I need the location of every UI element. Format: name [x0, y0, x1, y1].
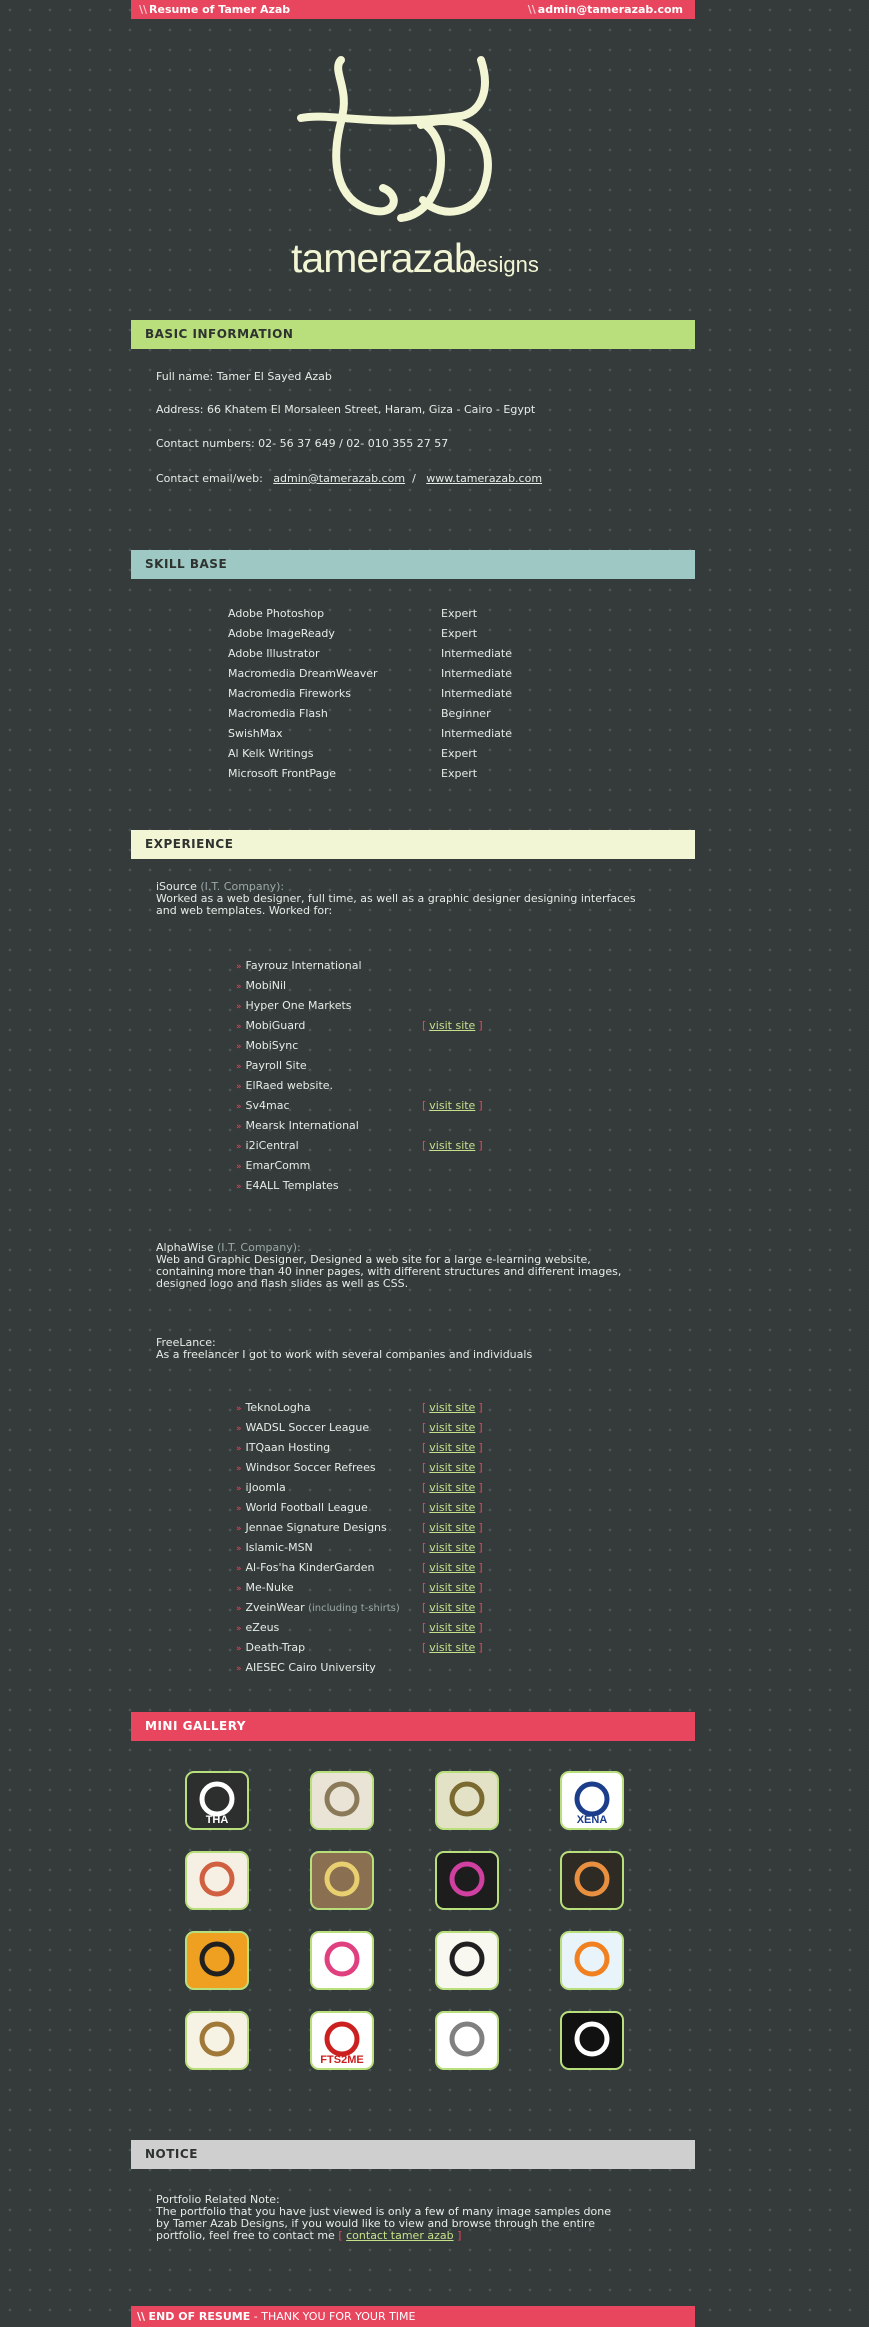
footer-end-label: END OF RESUME	[148, 2310, 251, 2323]
top-bar-slash-right: \\	[527, 3, 536, 16]
skill-name: Adobe Illustrator	[228, 647, 320, 660]
thumbnail-shape	[577, 1784, 607, 1814]
visit-site-link[interactable]: visit site	[429, 1481, 476, 1494]
client-name: Al-Fos'ha KinderGarden	[245, 1561, 375, 1574]
visit-site-link[interactable]: visit site	[429, 1139, 476, 1152]
skill-level: Expert	[441, 767, 478, 780]
client-name: eZeus	[245, 1621, 280, 1634]
gallery-thumbnail[interactable]	[435, 1851, 499, 1910]
gallery-thumbnail[interactable]	[435, 1931, 499, 1990]
isource-type: (I.T. Company):	[200, 880, 285, 893]
client-name: Islamic-MSN	[245, 1541, 313, 1554]
website-link[interactable]: www.tamerazab.com	[426, 472, 543, 485]
bullet-arrow-icon: »	[236, 1042, 242, 1052]
logo-mark-icon	[291, 50, 539, 282]
skill-name: Microsoft FrontPage	[228, 767, 337, 780]
bullet-arrow-icon: »	[236, 1624, 242, 1634]
list-item	[236, 1518, 483, 1538]
list-item	[236, 1578, 483, 1598]
resume-title: Resume of Tamer Azab	[149, 3, 291, 16]
client-name: Death-Trap	[245, 1641, 306, 1654]
thumbnail-label: FTS2ME	[320, 2054, 364, 2066]
bullet-arrow-icon: »	[236, 1544, 242, 1554]
thumbnail-art-icon	[437, 1853, 497, 1908]
thumbnail-shape	[327, 2024, 357, 2054]
list-item	[236, 1076, 362, 1096]
client-name: Payroll Site	[245, 1059, 307, 1072]
footer-dash: -	[253, 2310, 258, 2323]
skill-level: Intermediate	[441, 727, 512, 740]
skill-row	[228, 684, 512, 704]
list-item	[236, 1498, 483, 1518]
visit-site-group: [ visit site ]	[422, 1521, 483, 1534]
top-bar	[131, 0, 695, 19]
skill-row	[228, 644, 512, 664]
visit-site-group: [ visit site ]	[422, 1099, 483, 1112]
alphawise-type: (I.T. Company):	[216, 1241, 301, 1254]
list-item	[236, 1176, 362, 1196]
footer-bar	[131, 2306, 695, 2327]
thumbnail-shape	[452, 2024, 482, 2054]
visit-site-group: [ visit site ]	[422, 1019, 483, 1032]
skill-level: Intermediate	[441, 667, 512, 680]
thumbnail-art-icon	[312, 1773, 372, 1828]
visit-site-link[interactable]: visit site	[429, 1521, 476, 1534]
visit-site-group: [ visit site ]	[422, 1401, 483, 1414]
gallery-thumbnail[interactable]	[185, 1931, 249, 1990]
list-item	[236, 1478, 483, 1498]
list-item	[236, 1618, 483, 1638]
visit-site-group: [ visit site ]	[422, 1541, 483, 1554]
skill-name: Macromedia Flash	[228, 707, 328, 720]
list-item	[236, 1558, 483, 1578]
visit-site-group: [ visit site ]	[422, 1481, 483, 1494]
notice-text: The portfolio that you have just viewed is only a few of many image samples done by Tamer Azab Designs, if you would like to view and browse through the entire portfolio, feel free to contact me	[156, 2205, 612, 2242]
thumbnail-art-icon	[187, 1773, 247, 1828]
isource-description: Worked as a web designer, full time, as well as a graphic designer designing interfaces and web templates. Worked for:	[156, 892, 636, 917]
visit-site-group: [ visit site ]	[422, 1561, 483, 1574]
footer-slash: \\	[137, 2310, 146, 2323]
bullet-arrow-icon: »	[236, 962, 242, 972]
thumbnail-shape	[577, 1864, 607, 1894]
client-name: TeknoLogha	[245, 1401, 311, 1414]
skill-name: Al Kelk Writings	[228, 747, 314, 760]
gallery-thumbnail[interactable]	[560, 1851, 624, 1910]
list-item	[236, 1458, 483, 1478]
contact-email-link[interactable]: admin@tamerazab.com	[273, 472, 406, 485]
skill-level: Beginner	[441, 707, 491, 720]
visit-site-group: [ visit site ]	[422, 1641, 483, 1654]
list-item	[236, 1156, 362, 1176]
visit-site-link[interactable]: visit site	[429, 1621, 476, 1634]
client-name: MobiNil	[245, 979, 287, 992]
visit-site-group: [ visit site ]	[422, 1139, 483, 1152]
visit-site-link[interactable]: visit site	[429, 1601, 476, 1614]
bracket-close: ]	[457, 2229, 462, 2242]
thumbnail-shape	[202, 2024, 232, 2054]
skill-name: Macromedia Fireworks	[228, 687, 352, 700]
tamerazab-logo	[291, 50, 539, 282]
thumbnail-art-icon	[187, 2013, 247, 2068]
gallery-thumbnail[interactable]	[185, 1851, 249, 1910]
top-bar-slash-left: \\	[139, 3, 148, 16]
notice-title: Portfolio Related Note:	[156, 2193, 280, 2206]
thumbnail-art-icon	[437, 2013, 497, 2068]
list-item	[236, 1538, 483, 1558]
gallery-thumbnail[interactable]	[435, 2011, 499, 2070]
contact-email-web	[156, 472, 542, 485]
list-item	[236, 1116, 362, 1136]
bullet-arrow-icon: »	[236, 1142, 242, 1152]
list-item	[236, 1418, 483, 1438]
client-name: AIESEC Cairo University	[245, 1661, 376, 1674]
thumbnail-shape	[577, 2024, 607, 2054]
skill-level: Expert	[441, 627, 478, 640]
bullet-arrow-icon: »	[236, 1162, 242, 1172]
visit-site-link[interactable]: visit site	[429, 1641, 476, 1654]
list-item	[236, 1016, 483, 1036]
visit-site-link[interactable]: visit site	[429, 1581, 476, 1594]
client-name: Sv4mac	[245, 1099, 290, 1112]
list-item	[236, 1056, 362, 1076]
bullet-arrow-icon: »	[236, 982, 242, 992]
skill-name: Macromedia DreamWeaver	[228, 667, 378, 680]
client-name: Mearsk International	[245, 1119, 359, 1132]
client-name: ZveinWear	[245, 1601, 305, 1614]
list-item	[236, 956, 362, 976]
skill-row	[228, 744, 512, 764]
full-name: Full name: Tamer El Sayed Azab	[156, 370, 332, 383]
alphawise-block	[156, 1242, 636, 1290]
bullet-arrow-icon: »	[236, 1504, 242, 1514]
bullet-arrow-icon: »	[236, 1122, 242, 1132]
client-name: iJoomla	[245, 1481, 286, 1494]
contact-link[interactable]: contact tamer azab	[346, 2229, 454, 2242]
section-mini-gallery: MINI GALLERY	[131, 1712, 695, 1741]
bullet-arrow-icon: »	[236, 1102, 242, 1112]
skill-row	[228, 624, 512, 644]
thumbnail-art-icon	[437, 1773, 497, 1828]
skill-level: Intermediate	[441, 687, 512, 700]
section-experience: EXPERIENCE	[131, 830, 695, 859]
gallery-thumbnail[interactable]	[560, 2011, 624, 2070]
freelance-client-list	[236, 1398, 483, 1678]
gallery-thumbnail[interactable]	[185, 2011, 249, 2070]
thumbnail-art-icon	[562, 1853, 622, 1908]
bullet-arrow-icon: »	[236, 1082, 242, 1092]
list-item	[236, 1398, 483, 1418]
contact-separator: /	[412, 472, 416, 485]
freelance-block	[156, 1337, 636, 1361]
visit-site-link[interactable]: visit site	[429, 1441, 476, 1454]
logo-suffix-text: designs	[463, 252, 539, 277]
notice-block	[156, 2194, 616, 2242]
gallery-thumbnail[interactable]	[560, 1931, 624, 1990]
visit-site-link[interactable]: visit site	[429, 1501, 476, 1514]
visit-site-link[interactable]: visit site	[429, 1099, 476, 1112]
skill-row	[228, 664, 512, 684]
bracket-open: [	[338, 2229, 343, 2242]
skill-name: Adobe Photoshop	[228, 607, 325, 620]
client-name: ElRaed website.	[245, 1079, 334, 1092]
thumbnail-shape	[202, 1784, 232, 1814]
section-basic-information: BASIC INFORMATION	[131, 320, 695, 349]
section-notice: NOTICE	[131, 2140, 695, 2169]
skill-level: Expert	[441, 747, 478, 760]
thumbnail-shape	[202, 1944, 232, 1974]
thumbnail-art-icon	[562, 2013, 622, 2068]
alphawise-company: AlphaWise	[156, 1241, 214, 1254]
bullet-arrow-icon: »	[236, 1564, 242, 1574]
top-bar-email-group[interactable]	[528, 0, 683, 19]
bullet-arrow-icon: »	[236, 1444, 242, 1454]
gallery-thumbnail[interactable]	[560, 1771, 624, 1830]
gallery-thumbnail[interactable]	[310, 1931, 374, 1990]
address: Address: 66 Khatem El Morsaleen Street, Haram, Giza - Cairo - Egypt	[156, 403, 536, 416]
visit-site-group: [ visit site ]	[422, 1621, 483, 1634]
client-name: ITQaan Hosting	[245, 1441, 331, 1454]
list-item	[236, 1096, 483, 1116]
thumbnail-shape	[327, 1784, 357, 1814]
top-bar-title-group	[139, 0, 290, 19]
skill-row	[228, 724, 512, 744]
visit-site-group: [ visit site ]	[422, 1581, 483, 1594]
skill-name: Adobe ImageReady	[228, 627, 335, 640]
client-name: MobiGuard	[245, 1019, 306, 1032]
top-bar-email[interactable]: admin@tamerazab.com	[537, 3, 683, 16]
client-name: EmarComm	[245, 1159, 311, 1172]
bullet-arrow-icon: »	[236, 1182, 242, 1192]
visit-site-link[interactable]: visit site	[429, 1541, 476, 1554]
visit-site-link[interactable]: visit site	[429, 1461, 476, 1474]
thumbnail-shape	[327, 1944, 357, 1974]
list-item	[236, 1598, 483, 1618]
section-skill-base: SKILL BASE	[131, 550, 695, 579]
gallery-thumbnail[interactable]	[310, 2011, 374, 2070]
bullet-arrow-icon: »	[236, 1424, 242, 1434]
gallery-thumbnail[interactable]	[435, 1771, 499, 1830]
thumbnail-shape	[327, 1864, 357, 1894]
thumbnail-label: XENA	[576, 1814, 608, 1826]
client-name: i2iCentral	[245, 1139, 299, 1152]
client-name: Hyper One Markets	[245, 999, 352, 1012]
list-item	[236, 1658, 400, 1678]
thumbnail-art-icon	[437, 1933, 497, 1988]
list-item	[236, 996, 362, 1016]
thumbnail-shape	[577, 1944, 607, 1974]
thumbnail-art-icon	[187, 1933, 247, 1988]
skill-name: SwishMax	[228, 727, 283, 740]
client-name: Me-Nuke	[245, 1581, 294, 1594]
visit-site-group: [ visit site ]	[422, 1461, 483, 1474]
bullet-arrow-icon: »	[236, 1604, 242, 1614]
visit-site-group: [ visit site ]	[422, 1421, 483, 1434]
gallery-thumbnail[interactable]	[310, 1771, 374, 1830]
client-note: (including t-shirts)	[308, 1603, 400, 1614]
footer-thanks: THANK YOU FOR YOUR TIME	[261, 2310, 416, 2323]
bullet-arrow-icon: »	[236, 1464, 242, 1474]
bullet-arrow-icon: »	[236, 1664, 242, 1674]
list-item	[236, 1136, 483, 1156]
visit-site-link[interactable]: visit site	[429, 1561, 476, 1574]
bullet-arrow-icon: »	[236, 1644, 242, 1654]
client-name: World Football League	[245, 1501, 368, 1514]
client-name: Jennae Signature Designs	[245, 1521, 387, 1534]
freelance-description: As a freelancer I got to work with several companies and individuals	[156, 1348, 533, 1361]
client-name: Fayrouz International	[245, 959, 362, 972]
client-name: WADSL Soccer League	[245, 1421, 370, 1434]
logo-brand-text: tamerazab	[291, 235, 476, 281]
isource-block	[156, 881, 636, 917]
visit-site-link[interactable]: visit site	[429, 1019, 476, 1032]
bullet-arrow-icon: »	[236, 1524, 242, 1534]
list-item	[236, 1438, 483, 1458]
client-name: MobiSync	[245, 1039, 299, 1052]
client-name: Windsor Soccer Refrees	[245, 1461, 376, 1474]
visit-site-link[interactable]: visit site	[429, 1401, 476, 1414]
visit-site-group: [ visit site ]	[422, 1601, 483, 1614]
thumbnail-label: THA	[205, 1814, 229, 1826]
bullet-arrow-icon: »	[236, 1484, 242, 1494]
gallery-thumbnail[interactable]	[185, 1771, 249, 1830]
thumbnail-shape	[452, 1784, 482, 1814]
client-name: E4ALL Templates	[245, 1179, 339, 1192]
thumbnail-shape	[452, 1944, 482, 1974]
visit-site-group: [ visit site ]	[422, 1501, 483, 1514]
thumbnail-art-icon	[187, 1853, 247, 1908]
visit-site-link[interactable]: visit site	[429, 1421, 476, 1434]
skill-level: Expert	[441, 607, 478, 620]
bullet-arrow-icon: »	[236, 1022, 242, 1032]
thumbnail-art-icon	[562, 1773, 622, 1828]
gallery-thumbnail[interactable]	[310, 1851, 374, 1910]
visit-site-group: [ visit site ]	[422, 1441, 483, 1454]
list-item	[236, 976, 362, 996]
list-item	[236, 1638, 483, 1658]
list-item	[236, 1036, 362, 1056]
bullet-arrow-icon: »	[236, 1062, 242, 1072]
skill-list	[228, 604, 512, 784]
thumbnail-art-icon	[312, 1933, 372, 1988]
thumbnail-art-icon	[562, 1933, 622, 1988]
isource-client-list	[236, 956, 483, 1196]
thumbnail-art-icon	[312, 2013, 372, 2068]
bullet-arrow-icon: »	[236, 1584, 242, 1594]
thumbnail-shape	[202, 1864, 232, 1894]
skill-row	[228, 764, 512, 784]
bullet-arrow-icon: »	[236, 1002, 242, 1012]
bullet-arrow-icon: »	[236, 1404, 242, 1414]
skill-row	[228, 704, 512, 724]
contact-email-label: Contact email/web:	[156, 472, 263, 485]
skill-row	[228, 604, 512, 624]
thumbnail-art-icon	[312, 1853, 372, 1908]
contact-numbers: Contact numbers: 02- 56 37 649 / 02- 010 355 27 57	[156, 437, 449, 450]
skill-level: Intermediate	[441, 647, 512, 660]
isource-company: iSource	[156, 880, 197, 893]
alphawise-description: Web and Graphic Designer, Designed a web site for a large e-learning website, containing more than 40 inner pages, with different structures and different images, designed logo and flash slides as well as CSS.	[156, 1253, 622, 1290]
thumbnail-shape	[452, 1864, 482, 1894]
freelance-company: FreeLance:	[156, 1336, 216, 1349]
